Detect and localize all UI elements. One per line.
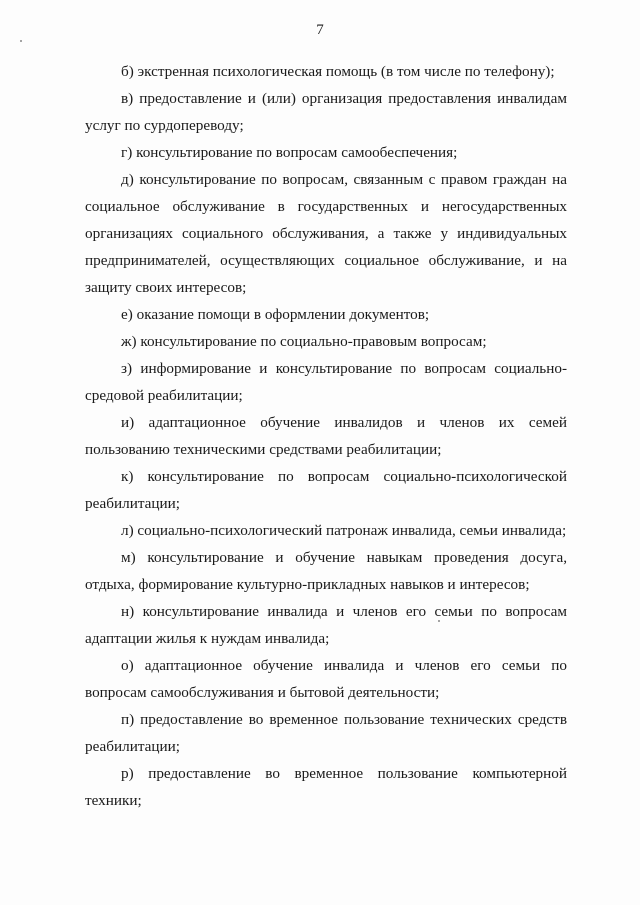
list-item: р) предоставление во временное пользование компьютерной техники; — [85, 765, 567, 809]
list-item: о) адаптационное обучение инвалида и членов его семьи по вопросам самообслуживания и бытовой деятельности; — [85, 657, 567, 701]
list-item: к) консультирование по вопросам социально-психологической реабилитации; — [85, 468, 567, 512]
list-item: б) экстренная психологическая помощь (в том числе по телефону); — [121, 63, 555, 80]
list-item: м) консультирование и обучение навыкам проведения досуга, отдыха, формирование культурно-прикладных навыков и интересов; — [85, 549, 567, 593]
list-item: е) оказание помощи в оформлении документов; — [121, 306, 430, 323]
list-item: з) информирование и консультирование по вопросам социально-средовой реабилитации; — [85, 360, 567, 404]
list-item: н) консультирование инвалида и членов его семьи по вопросам адаптации жилья к нуждам инвалида; — [85, 603, 567, 647]
list-item: в) предоставление и (или) организация предоставления инвалидам услуг по сурдопереводу; — [85, 90, 567, 134]
list-item: г) консультирование по вопросам самообеспечения; — [121, 144, 458, 161]
list-item: и) адаптационное обучение инвалидов и членов их семей пользованию техническими средствами реабилитации; — [85, 414, 567, 458]
list-item: л) социально-психологический патронаж инвалида, семьи инвалида; — [121, 522, 567, 539]
document-body — [85, 58, 567, 814]
list-item: ж) консультирование по социально-правовым вопросам; — [121, 333, 487, 350]
page-number: 7 — [316, 22, 324, 38]
scan-speck — [20, 40, 22, 42]
list-item: п) предоставление во временное пользование технических средств реабилитации; — [85, 711, 567, 755]
list-item: д) консультирование по вопросам, связанным с правом граждан на социальное обслуживание в государственных и негосударственных организациях социального обслуживания, а также у индивидуальных предпринимателей, осуществляющих социальное обслуживание, и на защиту своих интересов; — [85, 171, 567, 296]
